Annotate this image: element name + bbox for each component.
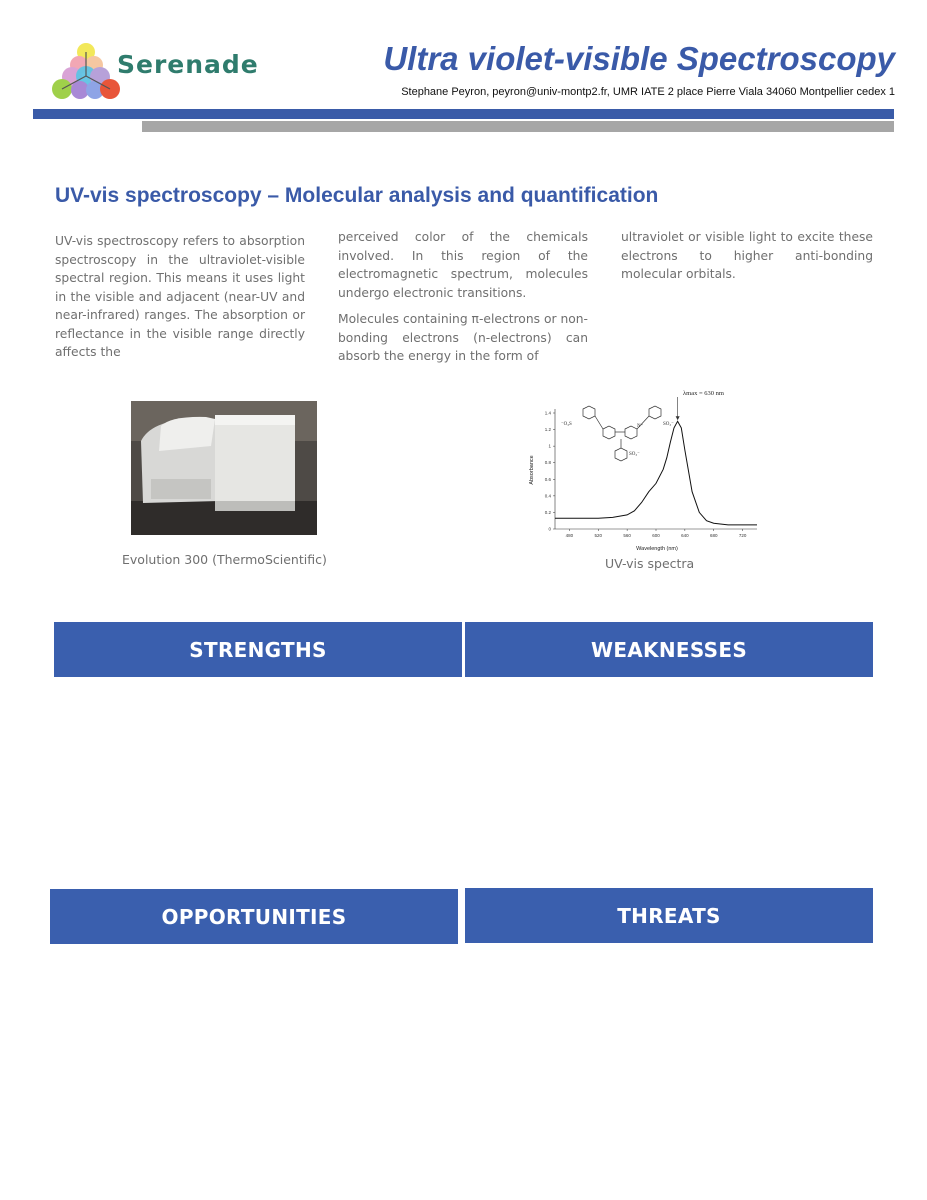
svg-text:⁻O₃S: ⁻O₃S	[561, 422, 572, 427]
molecule-labels	[561, 422, 674, 457]
lambda-max-annotation: λmax = 630 nm	[683, 390, 724, 397]
threats-header: THREATS	[465, 888, 873, 943]
weaknesses-header: WEAKNESSES	[465, 622, 873, 677]
x-tick-label: 720	[738, 533, 747, 538]
x-tick-label: 600	[652, 533, 660, 538]
page-title: Ultra violet-visible Spectroscopy	[383, 40, 895, 77]
arrow-head	[676, 416, 680, 420]
paragraph: UV-vis spectroscopy refers to absorption spectroscopy in the ultraviolet-visible spectral region. This means it uses light in the visible and adjacent (near-UV and near-infrared) ranges. The absorption or reflectance in the visible range directly affects the	[55, 234, 305, 359]
opportunities-header: OPPORTUNITIES	[50, 889, 458, 944]
svg-text:SO₃⁻: SO₃⁻	[629, 452, 640, 457]
photo-caption: Evolution 300 (ThermoScientific)	[122, 552, 327, 567]
paragraph: ultraviolet or visible light to excite these electrons to higher anti-bonding molecular orbitals.	[621, 230, 873, 281]
logo-text: Serenade	[117, 50, 259, 79]
y-tick-label: 1	[548, 443, 551, 449]
text-column-1	[55, 232, 305, 370]
y-tick-label: 0.2	[544, 509, 551, 515]
chart-caption: UV-vis spectra	[605, 556, 695, 571]
chart-axes	[555, 409, 757, 529]
peak-arrow	[676, 397, 680, 420]
section-title: UV-vis spectroscopy – Molecular analysis and quantification	[55, 184, 659, 207]
x-tick-label: 520	[594, 533, 603, 538]
y-tick-label: 0.4	[544, 493, 551, 499]
y-tick-label: 0	[548, 526, 551, 532]
paragraph: Molecules containing π-electrons or non-bonding electrons (n-electrons) can absorb the energy in the form of	[338, 312, 588, 363]
x-tick-label: 640	[681, 533, 689, 538]
y-tick-label: 1.4	[544, 410, 551, 416]
x-tick-label: 680	[709, 533, 718, 538]
author-line: Stephane Peyron, peyron@univ-montp2.fr, UMR IATE 2 place Pierre Viala 34060 Montpellier cedex 1	[401, 86, 895, 98]
spectrum-line	[555, 421, 757, 525]
header-blue-bar	[33, 109, 894, 119]
svg-text:N⁺: N⁺	[637, 424, 644, 429]
text-column-3	[621, 228, 873, 292]
y-tick-label: 1.2	[544, 427, 551, 433]
y-tick-label: 0.6	[544, 476, 551, 482]
y-tick-label: 0.8	[544, 460, 551, 466]
text-column-2	[338, 228, 588, 374]
x-tick-label: 480	[565, 533, 574, 538]
paragraph: perceived color of the chemicals involved. In this region of the electromagnetic spectrum, molecules undergo electronic transitions.	[338, 230, 588, 300]
header-gray-bar	[142, 121, 894, 132]
x-axis-label: Wavelength (nm)	[636, 546, 678, 552]
spectrometer-photo	[131, 401, 317, 535]
y-axis-label: Absorbance	[529, 455, 535, 485]
x-tick-labels	[566, 529, 747, 538]
molecule-structure	[583, 406, 661, 461]
svg-text:SO₃⁻: SO₃⁻	[663, 422, 674, 427]
y-tick-labels	[545, 411, 555, 532]
uv-vis-spectrum-chart	[525, 385, 765, 555]
x-tick-label: 560	[623, 533, 631, 538]
strengths-header: STRENGTHS	[54, 622, 462, 677]
